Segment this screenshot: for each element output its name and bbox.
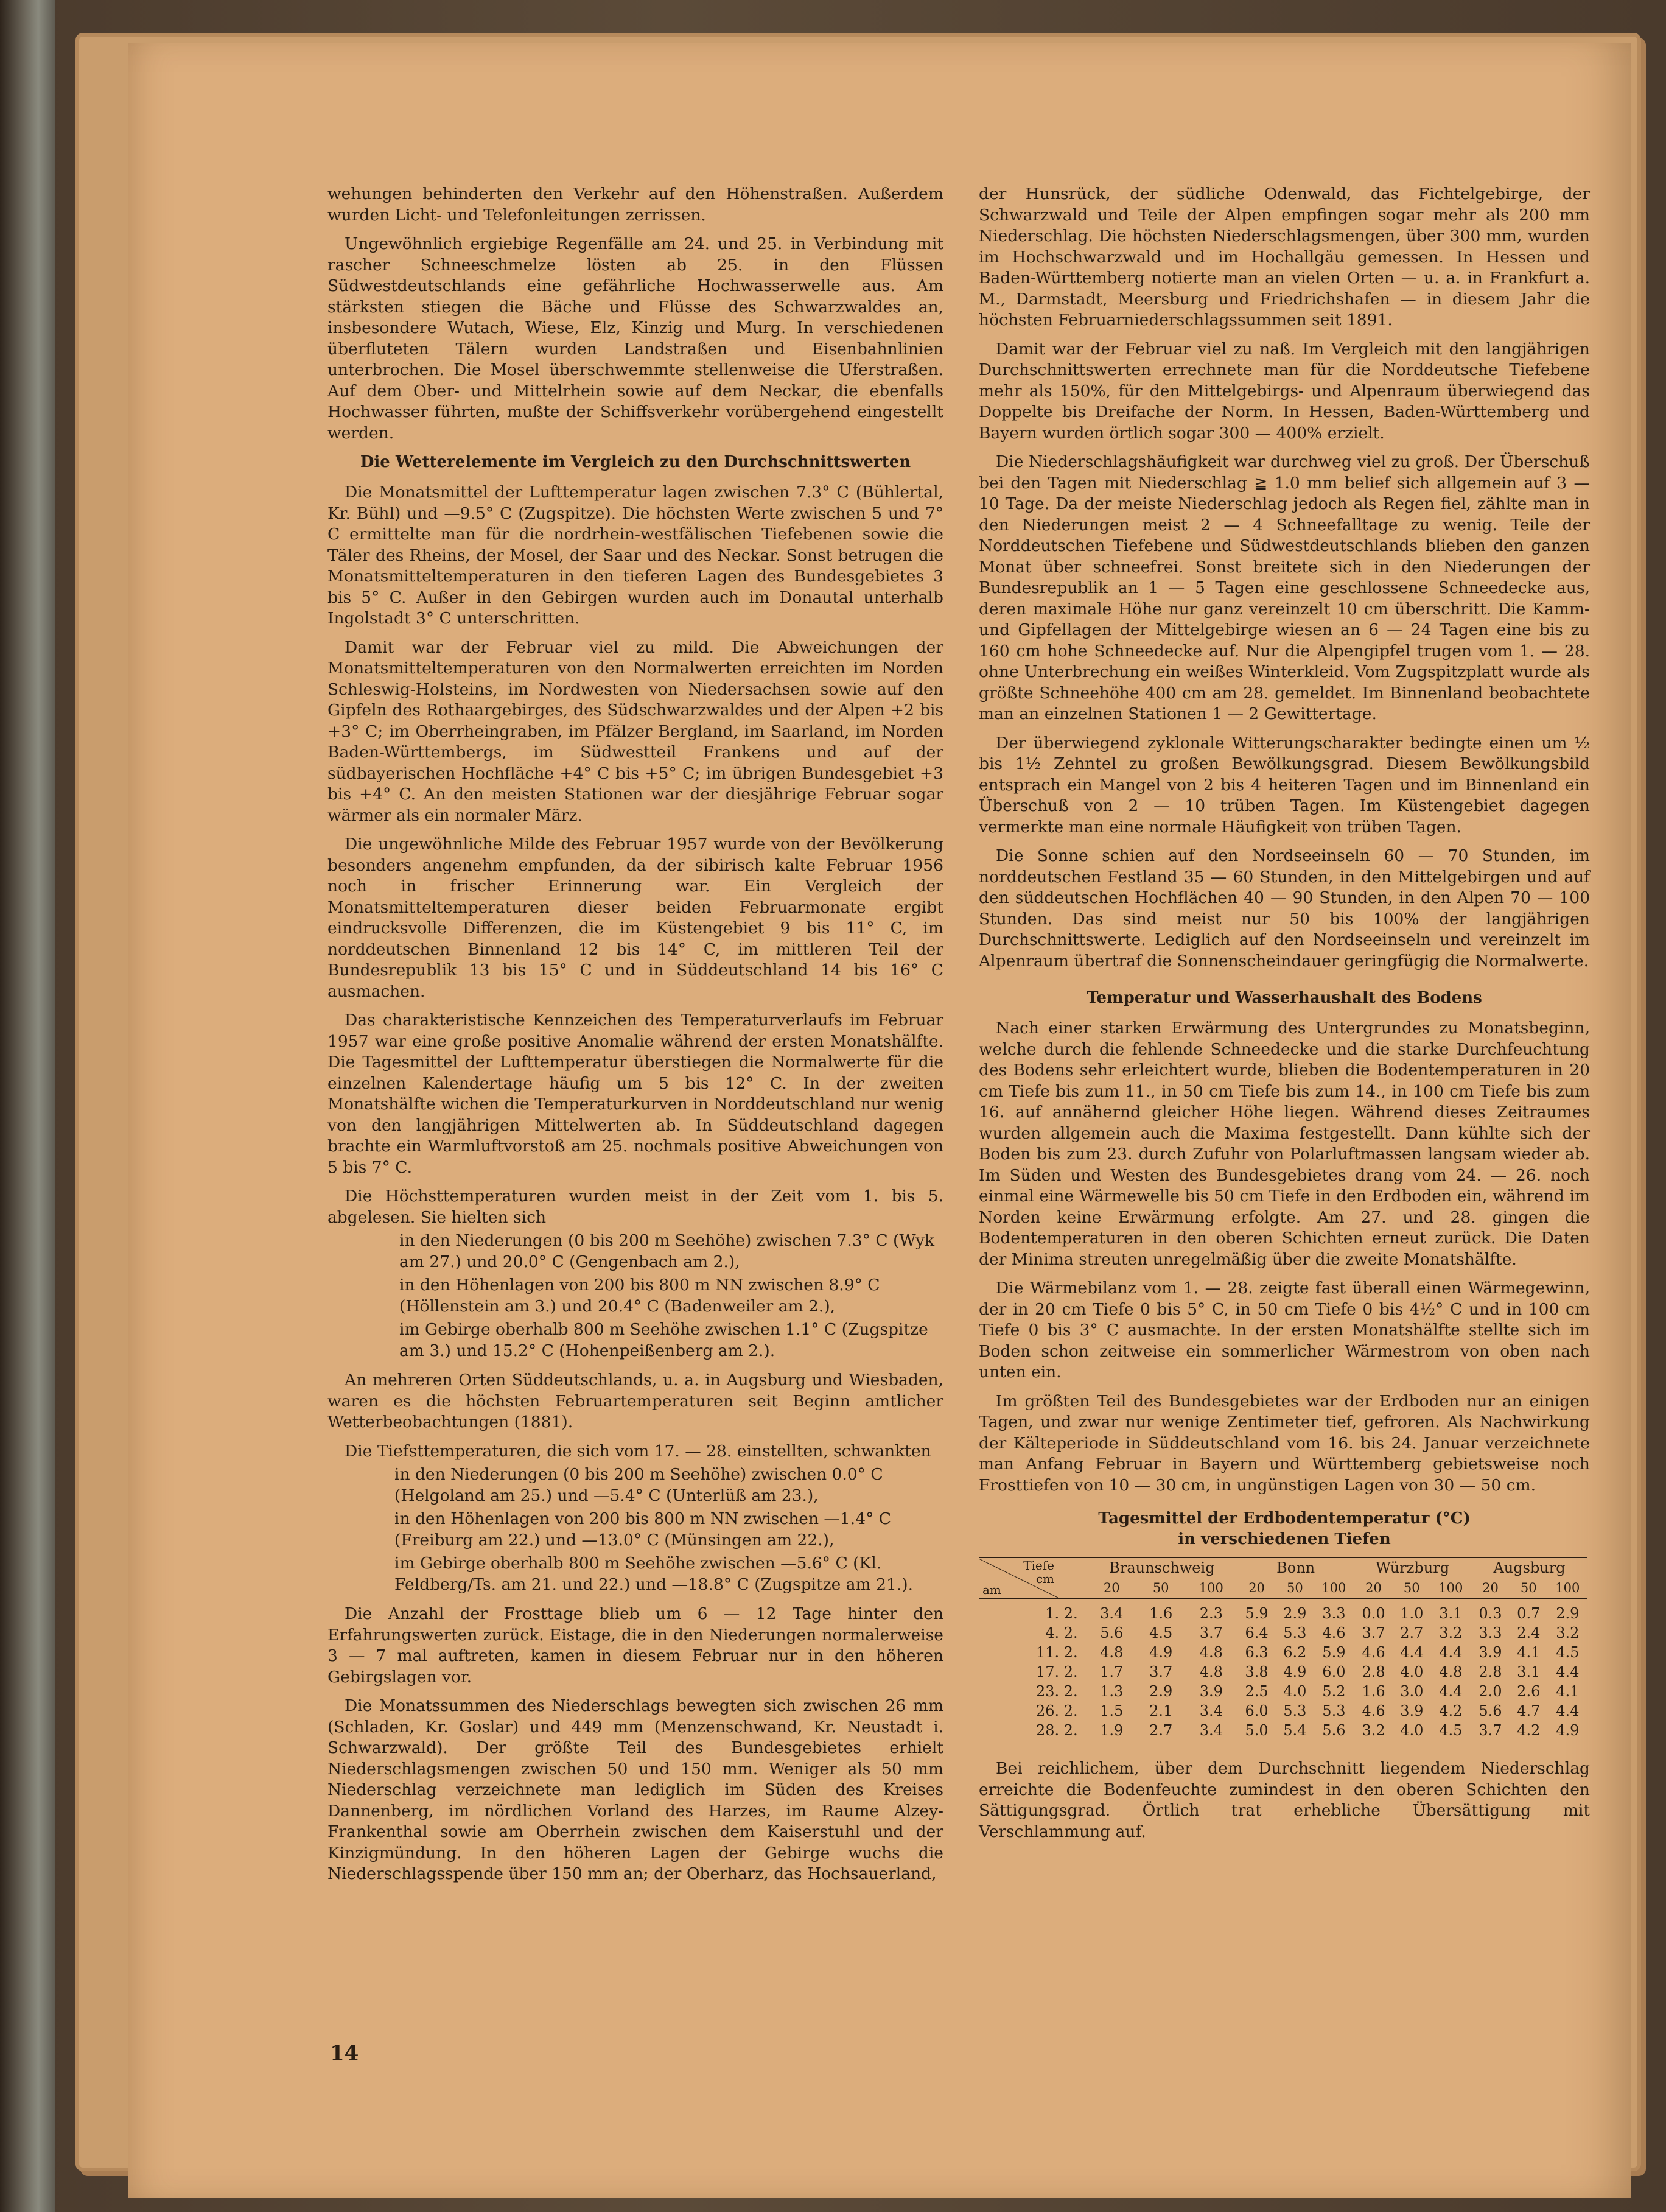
table-cell: 3.7 [1149, 1663, 1173, 1680]
column-header-depth: 50 [1276, 1578, 1314, 1599]
table-cell: 4.8 [1087, 1643, 1136, 1662]
table-cell: 4.9 [1283, 1663, 1307, 1680]
paragraph: Nach einer starken Erwärmung des Untergrundes zu Monatsbeginn, welche durch die fehlende Schneedecke und die starke Durchfeuchtung des Bodens sehr erleichtert wurde, blieben die Bodentemperaturen in 20 cm Tiefe bis zum 11., in 50 cm Tiefe bis zum 14., in 100 cm Tiefe bis zum 16. auf annähernd gleicher Höhe liegen. Während dieses Zeitraumes wurden allgemein auch die Maxima festgestellt. Dann kühlte sich der Boden bis zum 23. durch Zufuhr von Polarluftmassen langsam wieder ab. Im Süden und Westen des Bundesgebietes drang vom 24. — 26. noch einmal eine Wärmewelle bis 50 cm Tiefe in den Erdboden ein, während im Norden keine Erwärmung erfolgte. Am 27. und 28. gingen die Bodentemperaturen in den oberen Schichten erneut zurück. Die Daten der Minima streuten unregelmäßig über die zweite Monatshälfte. [979, 1019, 1590, 1269]
table-cell: 6.4 [1237, 1623, 1276, 1643]
column-header-station: Würzburg [1354, 1557, 1471, 1578]
paragraph: Im größten Teil des Bundesgebietes war der Erdboden nur an einigen Tagen, und zwar nur wenige Zentimeter tief, gefroren. Als Nachwirkung der Kälteperiode in Süddeutschland vom 16. bis 24. Januar verzeichnete man Anfang Februar in Bayern und Württemberg gebietsweise noch Frosttiefen von 10 — 30 cm, in ungünstigen Lagen von 30 — 50 cm. [979, 1391, 1590, 1495]
table-cell: 3.1 [1439, 1605, 1463, 1622]
table-cell: 2.9 [1283, 1605, 1307, 1622]
corner-depth-label: Tiefe cm [1023, 1557, 1054, 1586]
table-cell: 4.4 [1439, 1683, 1463, 1700]
table-row [979, 1662, 1587, 1682]
table-cell: 4.5 [1439, 1722, 1463, 1739]
paragraph: Die Anzahl der Frosttage blieb um 6 — 12 Tage hinter den Erfahrungswerten zurück. Eistage, die in den Niederungen normalerweise 3 — 7 mal auftreten, kamen in diesem Februar nur in den höheren Gebirgslagen vor. [327, 1604, 943, 1687]
column-header-station: Braunschweig [1087, 1557, 1237, 1578]
right-column [979, 184, 1590, 1850]
row-date: 17. 2. [1035, 1663, 1078, 1680]
column-header-depth: 20 [1087, 1578, 1136, 1599]
table-row [979, 1643, 1587, 1662]
table-body [979, 1598, 1587, 1740]
table-cell: 5.9 [1237, 1598, 1276, 1623]
table-cell: 1.0 [1400, 1605, 1424, 1622]
table-cell: 4.1 [1517, 1644, 1541, 1661]
table-cell: 3.7 [1199, 1624, 1223, 1641]
table-cell: 4.9 [1149, 1644, 1173, 1661]
paragraph: Die Wärmebilanz vom 1. — 28. zeigte fast überall einen Wärmegewinn, der in 20 cm Tiefe 0 bis 5° C, in 50 cm Tiefe 0 bis 4½° C und in 100 cm Tiefe 0 bis 3° C ausmachte. In der ersten Monatshälfte stellte sich im Boden schon zeitweise ein sommerlicher Wärmestrom von oben nach unten ein. [979, 1279, 1590, 1382]
paragraph: Die Tiefsttemperaturen, die sich vom 17. — 28. einstellten, schwankten [345, 1441, 931, 1461]
table-cell: 3.8 [1237, 1662, 1276, 1682]
table-cell: 5.6 [1322, 1722, 1346, 1739]
list-item: in den Niederungen (0 bis 200 m Seehöhe) zwischen 0.0° C (Helgoland am 25.) und —5.4° C (Unterlüß am 23.), [394, 1465, 883, 1505]
table-cell: 3.1 [1517, 1663, 1541, 1680]
table-row [979, 1598, 1587, 1623]
table-cell: 0.3 [1471, 1598, 1510, 1623]
table-corner-cell [979, 1557, 1087, 1598]
table-cell: 0.7 [1517, 1605, 1541, 1622]
column-header-station: Augsburg [1471, 1557, 1587, 1578]
table-cell: 2.1 [1149, 1702, 1173, 1719]
table-cell: 2.9 [1556, 1605, 1580, 1622]
list-item: in den Niederungen (0 bis 200 m Seehöhe) zwischen 7.3° C (Wyk am 27.) und 20.0° C (Gengenbach am 2.), [399, 1231, 935, 1271]
table-cell: 4.5 [1556, 1644, 1580, 1661]
table-cell: 4.4 [1556, 1663, 1580, 1680]
paragraph: Ungewöhnlich ergiebige Regenfälle am 24. und 25. in Verbindung mit rascher Schneeschmelze lösten ab 25. in den Flüssen Südwestdeutschlands eine gefährliche Hochwasserwelle aus. Am stärksten stiegen die Bäche und Flüsse des Schwarzwaldes an, insbesondere Wutach, Wiese, Elz, Kinzig und Murg. In verschiedenen überfluteten Tälern wurden Landstraßen und Eisenbahnlinien unterbrochen. Die Mosel überschwemmte stellenweise die Uferstraßen. Auf dem Ober- und Mittelrhein sowie auf dem Neckar, die ebenfalls Hochwasser führten, mußte der Schiffsverkehr vorübergehend eingestellt werden. [327, 234, 943, 443]
paragraph: der Hunsrück, der südliche Odenwald, das Fichtelgebirge, der Schwarzwald und Teile der Alpen empfingen sogar mehr als 200 mm Niederschlag. Die höchsten Niederschlagsmengen, über 300 mm, wurden im Hochschwarzwald und im Hochallgäu gemessen. In Hessen und Baden-Württemberg notierte man an vielen Orten — u. a. in Frankfurt a. M., Darmstadt, Meersburg und Friedrichshafen — in diesem Jahr die höchsten Februarniederschlagssummen seit 1891. [979, 184, 1590, 329]
table-cell: 4.6 [1354, 1701, 1393, 1721]
table-cell: 5.9 [1322, 1644, 1346, 1661]
row-date: 1. 2. [1045, 1605, 1078, 1622]
table-cell: 4.4 [1400, 1644, 1424, 1661]
table-cell: 2.8 [1471, 1662, 1510, 1682]
corner-date-label: am [982, 1582, 1001, 1597]
table-cell: 0.0 [1354, 1598, 1393, 1623]
paragraph: Das charakteristische Kennzeichen des Temperaturverlaufs im Februar 1957 war eine große positive Anomalie während der ersten Monatshälfte. Die Tagesmittel der Lufttemperatur überstiegen die Normalwerte für die einzelnen Kalendertage häufig um 5 bis 12° C. In der zweiten Monatshälfte wichen die Temperaturkurven in Norddeutschland nur wenig von den langjährigen Mittelwerten ab. In Süddeutschland dagegen brachte ein Warmluftvorstoß am 25. nochmals positive Abweichungen von 5 bis 7° C. [327, 1011, 943, 1177]
table-cell: 4.6 [1322, 1624, 1346, 1641]
list-item: im Gebirge oberhalb 800 m Seehöhe zwischen —5.6° C (Kl. Feldberg/Ts. am 21. und 22.) und —18.8° C (Zugspitze am 21.). [394, 1554, 913, 1594]
table-cell: 4.8 [1439, 1663, 1463, 1680]
table-cell: 4.8 [1199, 1644, 1223, 1661]
page-number: 14 [330, 2041, 359, 2065]
column-header-depth: 20 [1354, 1578, 1393, 1599]
paragraph: Die Sonne schien auf den Nordseeinseln 60 — 70 Stunden, im norddeutschen Festland 35 — 60 Stunden, in den Mittelgebirgen und auf den süddeutschen Hochflächen 40 — 90 Stunden, in den Alpen 70 — 100 Stunden. Das sind meist nur 50 bis 100% der langjährigen Durchschnittswerte. Lediglich auf den Nordseeinseln und vereinzelt im Alpenraum übertraf die Sonnenscheindauer geringfügig die Normalwerte. [979, 846, 1590, 971]
table-cell: 5.0 [1237, 1721, 1276, 1740]
table-cell: 3.7 [1471, 1721, 1510, 1740]
table-cell: 4.7 [1517, 1702, 1541, 1719]
table-cell: 3.2 [1354, 1721, 1393, 1740]
column-header-depth: 100 [1186, 1578, 1237, 1599]
table-cell: 1.3 [1087, 1682, 1136, 1701]
column-header-depth: 50 [1136, 1578, 1186, 1599]
table-cell: 6.2 [1283, 1644, 1307, 1661]
row-date: 23. 2. [1035, 1683, 1078, 1700]
table-cell: 3.2 [1439, 1624, 1463, 1641]
paragraph: Der überwiegend zyklonale Witterungscharakter bedingte einen um ½ bis 1½ Zehntel zu großen Bewölkungsgrad. Diesem Bewölkungsbild entsprach ein Mangel von 2 bis 4 heiteren Tagen und im Binnenland ein Überschuß von 2 — 10 trüben Tagen. Im Küstengebiet dagegen vermerkte man eine normale Häufigkeit von trüben Tagen. [979, 733, 1590, 837]
row-date: 4. 2. [1045, 1624, 1078, 1641]
table-cell: 2.4 [1517, 1624, 1541, 1641]
table-cell: 2.6 [1517, 1683, 1541, 1700]
table-cell: 3.0 [1400, 1683, 1424, 1700]
table-cell: 3.4 [1199, 1702, 1223, 1719]
paragraph: Damit war der Februar viel zu naß. Im Vergleich mit den langjährigen Durchschnittswerten errechnete man für die Norddeutsche Tiefebene mehr als 150%, für den Mittelgebirgs- und Alpenraum überwiegend das Doppelte bis Dreifache der Norm. In Hessen, Baden-Württemberg und Bayern wurden örtlich sogar 300 — 400% erzielt. [979, 339, 1590, 443]
table-row [979, 1721, 1587, 1740]
paragraph: Die Monatssummen des Niederschlags bewegten sich zwischen 26 mm (Schladen, Kr. Goslar) und 449 mm (Menzenschwand, Kr. Neustadt i. Schwarzwald). Der größte Teil des Bundesgebietes erhielt Niederschlagsmengen zwischen 50 und 150 mm. Weniger als 50 mm Niederschlag verzeichnete man lediglich im Süden des Kreises Dannenberg, im nördlichen Vorland des Harzes, im Raume Alzey-Frankenthal sowie am Oberrhein zwischen dem Kaiserstuhl und der Kinzigmündung. In den höheren Lagen der Gebirge wuchs die Niederschlagsspende über 150 mm an; der Oberharz, das Hochsauerland, [327, 1696, 943, 1883]
column-header-station: Bonn [1237, 1557, 1354, 1578]
table-cell: 4.9 [1556, 1722, 1580, 1739]
table-cell: 2.7 [1400, 1624, 1424, 1641]
table-cell: 2.5 [1237, 1682, 1276, 1701]
table-row [979, 1623, 1587, 1643]
table-cell: 5.3 [1283, 1702, 1307, 1719]
row-date: 11. 2. [1035, 1644, 1078, 1661]
table-cell: 3.4 [1087, 1598, 1136, 1623]
column-header-depth: 20 [1471, 1578, 1510, 1599]
table-cell: 1.9 [1087, 1721, 1136, 1740]
column-header-depth: 100 [1314, 1578, 1354, 1599]
table-cell: 3.3 [1322, 1605, 1346, 1622]
paragraph: wehungen behinderten den Verkehr auf den Höhenstraßen. Außerdem wurden Licht- und Telefonleitungen zerrissen. [327, 184, 943, 225]
table-row [979, 1701, 1587, 1721]
paragraph: Damit war der Februar viel zu mild. Die Abweichungen der Monatsmitteltemperaturen von den Normalwerten erreichten im Norden Schleswig-Holsteins, im Nordwesten von Niedersachsen sowie auf den Gipfeln des Rothaargebirges, des Südschwarzwaldes und der Alpen +2 bis +3° C; im Oberrheingraben, im Pfälzer Bergland, im Saarland, im Norden Baden-Württembergs, im Südwestteil Frankens und auf der südbayerischen Hochfläche +4° C bis +5° C; im übrigen Bundesgebiet +3 bis +4° C. An den meisten Stationen war der diesjährige Februar sogar wärmer als ein normaler März. [327, 637, 943, 825]
table-cell: 3.3 [1471, 1623, 1510, 1643]
table-cell: 4.6 [1354, 1643, 1393, 1662]
left-column [327, 184, 943, 1893]
paragraph: Die ungewöhnliche Milde des Februar 1957 wurde von der Bevölkerung besonders angenehm empfunden, da der sibirisch kalte Februar 1956 noch in frischer Erinnerung war. Ein Vergleich der Monatsmitteltemperaturen dieser beiden Februarmonate ergibt eindrucksvolle Differenzen, die im Küstengebiet 9 bis 11° C, im norddeutschen Binnenland 12 bis 14° C, im mittleren Teil der Bundesrepublik 13 bis 15° C und in Süddeutschland 14 bis 16° C ausmachen. [327, 835, 943, 1001]
table-cell: 3.9 [1199, 1683, 1223, 1700]
table-cell: 4.2 [1439, 1702, 1463, 1719]
table-cell: 5.6 [1471, 1701, 1510, 1721]
table-cell: 2.8 [1354, 1662, 1393, 1682]
paragraph: Bei reichlichem, über dem Durchschnitt liegendem Niederschlag erreichte die Bodenfeuchte zumindest in den oberen Schichten den Sättigungsgrad. Örtlich trat erhebliche Übersättigung mit Verschlammung auf. [979, 1759, 1590, 1841]
table-cell: 1.5 [1087, 1701, 1136, 1721]
table-title-line: Tagesmittel der Erdbodentemperatur (°C) [1098, 1509, 1471, 1528]
table-cell: 3.2 [1556, 1624, 1580, 1641]
table-cell: 4.2 [1517, 1722, 1541, 1739]
table-cell: 5.3 [1283, 1624, 1307, 1641]
table-cell: 1.6 [1149, 1605, 1173, 1622]
table-title [979, 1508, 1590, 1550]
table-cell: 5.6 [1087, 1623, 1136, 1643]
row-date: 26. 2. [1035, 1702, 1078, 1719]
table-cell: 4.0 [1283, 1683, 1307, 1700]
table-cell: 1.6 [1354, 1682, 1393, 1701]
table-cell: 4.5 [1149, 1624, 1173, 1641]
table-cell: 3.9 [1400, 1702, 1424, 1719]
table-cell: 4.1 [1556, 1683, 1580, 1700]
table-cell: 3.7 [1354, 1623, 1393, 1643]
table-cell: 2.0 [1471, 1682, 1510, 1701]
table-cell: 4.8 [1199, 1663, 1223, 1680]
paragraph: Die Monatsmittel der Lufttemperatur lagen zwischen 7.3° C (Bühlertal, Kr. Bühl) und —9.5° C (Zugspitze). Die höchsten Werte zwischen 5 und 7° C ermittelte man für die nordrhein-westfälischen Tiefebenen sowie die Täler des Rheins, der Mosel, der Saar und des Neckar. Sonst betrugen die Monatsmitteltemperaturen in den tieferen Lagen des Bundesgebietes 3 bis 5° C. Außer in den Gebirgen wurden auch im Donautal unterhalb Ingolstadt 3° C unterschritten. [327, 483, 943, 628]
table-cell: 5.2 [1322, 1683, 1346, 1700]
soil-temperature-table [979, 1557, 1587, 1740]
table-row [979, 1682, 1587, 1701]
paragraph: An mehreren Orten Süddeutschlands, u. a. in Augsburg und Wiesbaden, waren es die höchsten Februartemperaturen seit Beginn amtlicher Wetterbeobachtungen (1881). [327, 1371, 943, 1431]
list-item: in den Höhenlagen von 200 bis 800 m NN zwischen 8.9° C (Höllenstein am 3.) und 20.4° C (Badenweiler am 2.), [399, 1276, 880, 1316]
list-item: im Gebirge oberhalb 800 m Seehöhe zwischen 1.1° C (Zugspitze am 3.) und 15.2° C (Hohenpeißenberg am 2.). [399, 1320, 928, 1360]
table-cell: 4.0 [1400, 1722, 1424, 1739]
table-cell: 3.9 [1471, 1643, 1510, 1662]
column-header-depth: 100 [1548, 1578, 1587, 1599]
table-cell: 1.7 [1087, 1662, 1136, 1682]
paragraph: Die Niederschlagshäufigkeit war durchweg viel zu groß. Der Überschuß bei den Tagen mit Niederschlag ≧ 1.0 mm belief sich allgemein auf 3 — 10 Tage. Da der meiste Niederschlag jedoch als Regen fiel, zählte man in den Niederungen meist 2 — 4 Schneefalltage zu wenig. Teile der Norddeutschen Tiefebene und Südwestdeutschlands blieben den ganzen Monat über schneefrei. Sonst breitete sich in den Niederungen der Bundesrepublik an 1 — 5 Tagen eine geschlossene Schneedecke aus, deren maximale Höhe nur ganz vereinzelt 10 cm überschritt. Die Kamm- und Gipfellagen der Mittelgebirge wiesen an 6 — 24 Tagen eine bis zu 160 cm hohe Schneedecke auf. Nur die Alpengipfel trugen vom 1. — 28. ohne Unterbrechung ein weißes Winterkleid. Vom Zugspitzplatt wurde als größte Schneehöhe 400 cm am 28. gemeldet. Im Binnenland beobachtete man an einzelnen Stationen 1 — 2 Gewittertage. [979, 452, 1590, 723]
table-title-line: in verschiedenen Tiefen [1178, 1530, 1391, 1548]
section-heading: Die Wetterelemente im Vergleich zu den Durchschnittswerten [360, 453, 911, 471]
column-header-depth: 20 [1237, 1578, 1276, 1599]
table-cell: 4.4 [1439, 1644, 1463, 1661]
column-header-depth: 50 [1393, 1578, 1431, 1599]
row-date: 28. 2. [1035, 1722, 1078, 1739]
table-cell: 2.7 [1149, 1722, 1173, 1739]
table-cell: 5.4 [1283, 1722, 1307, 1739]
table-cell: 6.3 [1237, 1643, 1276, 1662]
table-cell: 4.4 [1556, 1702, 1580, 1719]
table-cell: 5.3 [1322, 1702, 1346, 1719]
table-cell: 4.0 [1400, 1663, 1424, 1680]
table-cell: 2.3 [1199, 1605, 1223, 1622]
book-spine [0, 0, 55, 2212]
section-heading: Temperatur und Wasserhaushalt des Bodens [1087, 989, 1482, 1007]
table-cell: 3.4 [1199, 1722, 1223, 1739]
paragraph: Die Höchsttemperaturen wurden meist in der Zeit vom 1. bis 5. abgelesen. Sie hielten sich [327, 1187, 943, 1227]
table-cell: 2.9 [1149, 1683, 1173, 1700]
column-header-depth: 100 [1431, 1578, 1471, 1599]
column-header-depth: 50 [1510, 1578, 1548, 1599]
list-item: in den Höhenlagen von 200 bis 800 m NN zwischen —1.4° C (Freiburg am 22.) und —13.0° C (Münsingen am 22.), [394, 1509, 892, 1550]
table-cell: 6.0 [1237, 1701, 1276, 1721]
table-cell: 6.0 [1322, 1663, 1346, 1680]
